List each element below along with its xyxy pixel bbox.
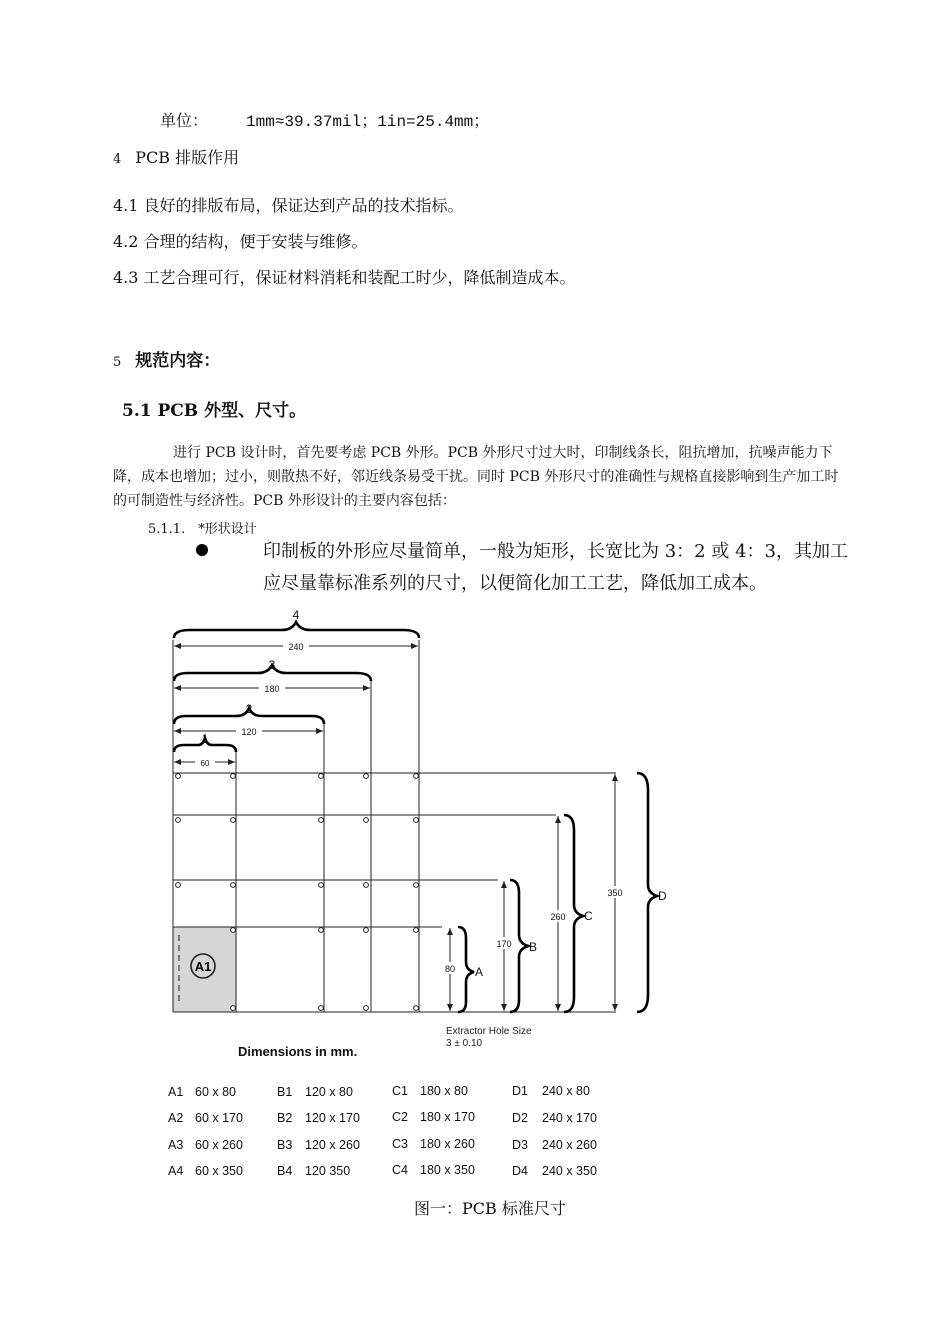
size-value: 180 x 170 [420,1110,475,1124]
size-code: A3 [168,1138,184,1152]
size-code: D2 [512,1111,528,1125]
size-code: C1 [392,1084,408,1098]
size-code: B2 [277,1111,293,1125]
extractor-value: 3 ± 0.10 [446,1038,483,1049]
bullet-icon [196,544,208,556]
height-id-d: D [658,889,667,903]
size-code: A1 [168,1085,184,1099]
size-table [168,1084,597,1178]
width-value-2: 120 [241,727,257,737]
size-code: B1 [277,1085,293,1099]
size-value: 120 350 [305,1164,351,1178]
size-value: 180 x 260 [420,1137,475,1151]
size-value: 60 x 80 [195,1085,237,1099]
width-id-3: 3 [268,658,276,672]
height-value-b: 170 [496,939,512,949]
section-4-item-2: 4.2 合理的结构，便于安装与维修。 [113,232,368,251]
section-5-1-heading: 5.1 PCB 外型、尺寸。 [122,401,307,421]
units-label: 单位： [160,111,209,130]
section-4-heading [113,145,239,168]
height-labels [440,886,667,979]
size-code: D4 [512,1164,528,1178]
width-value-1: 60 [200,759,210,768]
units-value: 1mm≈39.37mil；1in=25.4mm； [246,113,490,131]
paragraph-text: 进行 PCB 设计时，首先要考虑 PCB 外形。PCB 外形尺寸过大时，印制线条长，阻抗增加，抗噪声能力下降，成本也增加；过小，则散热不好，邻近线条易受干扰。同时 PCB 外形尺寸的准确性与规格直接影响到生产加工时的可制造性与经济性。PCB 外形设计的主要内容包括： [113,445,839,509]
size-value: 240 x 350 [542,1164,597,1178]
size-code: D3 [512,1138,528,1152]
size-value: 60 x 260 [195,1138,243,1152]
dimensions-title: Dimensions in mm. [238,1044,358,1059]
size-value: 60 x 170 [195,1111,243,1125]
section-4-number: 4 [113,152,122,167]
section-4-item-1: 4.1 良好的排版布局，保证达到产品的技术指标。 [113,196,464,215]
size-value: 180 x 80 [420,1084,468,1098]
size-row-4 [168,1163,597,1178]
size-value: 240 x 80 [542,1084,590,1098]
size-row-2 [168,1110,597,1125]
width-id-1: 1 [201,732,209,746]
grid-lines [173,640,616,1012]
size-value: 240 x 170 [542,1111,597,1125]
height-value-c: 260 [550,912,566,922]
pcb-standard-size-figure [150,600,680,1190]
size-code: C2 [392,1110,408,1124]
size-code: A2 [168,1111,184,1125]
section-5-heading [113,346,220,371]
size-value: 180 x 350 [420,1163,475,1177]
section-5-title: 规范内容： [135,351,221,371]
section-4-title: PCB 排版作用 [135,148,240,167]
size-row-3 [168,1137,597,1152]
pcb-diagram [150,600,680,1190]
size-code: C3 [392,1137,408,1151]
height-value-d: 350 [607,888,623,898]
size-code: B4 [277,1164,293,1178]
section-5-number: 5 [113,355,122,370]
size-value: 120 x 80 [305,1085,353,1099]
section-5-1-1-heading: 5.1.1. *形状设计 [148,522,257,537]
size-code: D1 [512,1084,528,1098]
size-value: 240 x 260 [542,1138,597,1152]
height-id-b: B [529,940,538,954]
height-value-a: 80 [444,964,456,974]
height-id-c: C [584,909,593,923]
size-row-1 [168,1084,590,1099]
units-line [160,108,489,131]
section-4-item-3: 4.3 工艺合理可行，保证材料消耗和装配工时少，降低制造成本。 [113,268,576,287]
size-value: 60 x 350 [195,1164,243,1178]
a1-label: A1 [194,959,212,974]
size-code: C4 [392,1163,408,1177]
size-value: 120 x 170 [305,1111,360,1125]
extractor-label: Extractor Hole Size [446,1026,532,1037]
size-code: A4 [168,1164,184,1178]
figure-caption: 图一：PCB 标准尺寸 [414,1199,566,1218]
height-id-a: A [475,965,484,979]
width-id-2: 2 [245,702,253,716]
width-value-3: 180 [264,684,280,694]
size-code: B3 [277,1138,293,1152]
width-id-4: 4 [292,608,300,622]
section-5-1-paragraph [113,441,848,513]
bullet-text: 印制板的外形应尽量简单，一般为矩形，长宽比为 3：2 或 4：3，其加工应尽量靠标准系列的尺寸，以便简化加工工艺，降低加工成本。 [263,541,848,594]
size-value: 120 x 260 [305,1138,360,1152]
width-value-4: 240 [288,642,304,652]
